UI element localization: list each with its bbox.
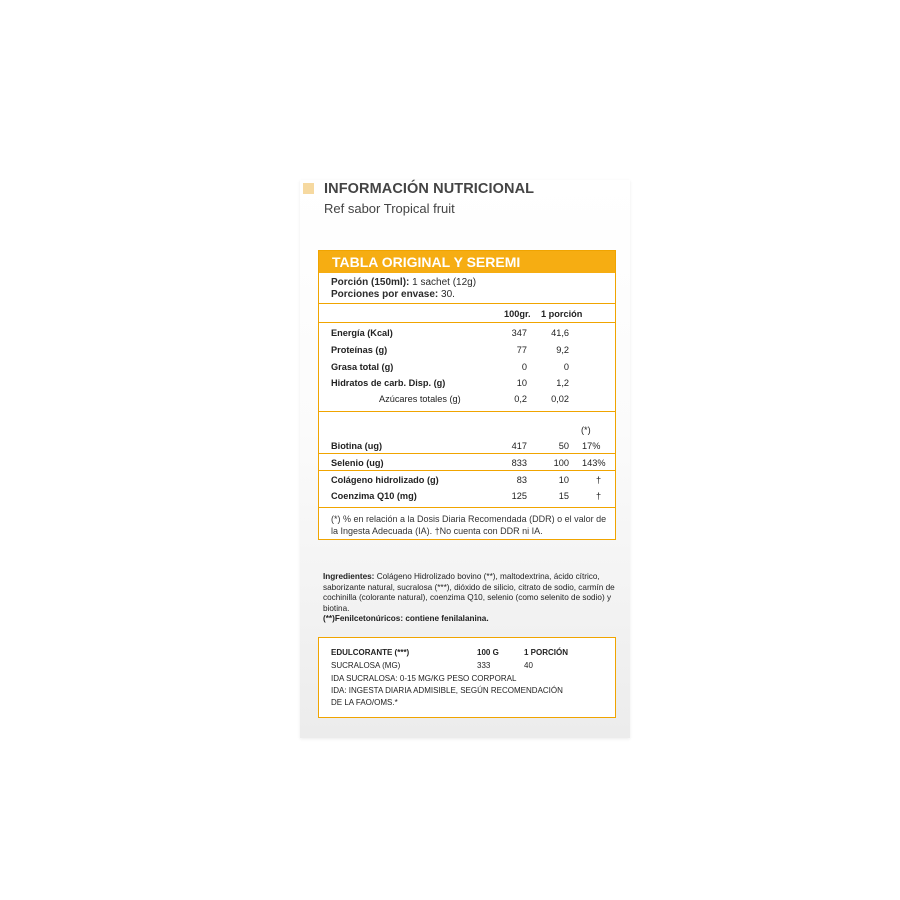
cell-sugars-100g: 0,2 — [514, 394, 527, 404]
phenylketonuric-warning-label: (**)Fenilcetonúricos: — [323, 614, 404, 624]
cell-biotin-ddr: 17% — [582, 441, 601, 451]
cell-biotin-portion: 50 — [558, 441, 569, 451]
divider — [319, 303, 615, 304]
row-label-biotin: Biotina (ug) — [331, 441, 383, 451]
cell-fat-portion: 0 — [563, 362, 569, 372]
cell-selenium-ddr: 143% — [582, 458, 606, 468]
cell-sugars-portion: 0,02 — [551, 394, 569, 404]
cell-carbs-portion: 1,2 — [556, 378, 569, 388]
col-header-100g: 100gr. — [504, 309, 531, 319]
sweetener-table — [318, 637, 616, 718]
sweetener-ida-line: IDA SUCRALOSA: 0-15 MG/KG PESO CORPORAL — [331, 674, 517, 683]
table-banner: TABLA ORIGINAL Y SEREMI — [319, 251, 615, 273]
sweetener-ida-definition-2: DE LA FAO/OMS.* — [331, 698, 398, 707]
divider — [319, 507, 615, 508]
sweetener-col-name: EDULCORANTE (***) — [331, 648, 410, 657]
page-title: INFORMACIÓN NUTRICIONAL — [324, 181, 535, 197]
cell-selenium-portion: 100 — [553, 458, 569, 468]
divider — [319, 453, 615, 454]
cell-selenium-100g: 833 — [511, 458, 527, 468]
sweetener-col-portion: 1 PORCIÓN — [524, 648, 569, 657]
portion-label: Porción (150ml): — [331, 277, 410, 288]
cell-coq10-100g: 125 — [511, 491, 527, 501]
row-label-selenium: Selenio (ug) — [331, 458, 384, 468]
table-footnote: (*) % en relación a la Dosis Diaria Recomendada (DDR) o el valor de la Ingesta Adecuada (IA). †No cuenta con DDR ni IA. — [331, 514, 607, 536]
col-header-portion: 1 porción — [541, 309, 583, 319]
sweetener-col-100g: 100 G — [477, 648, 499, 657]
ingredients-text: Colágeno Hidrolizado bovino (**), maltodextrina, ácido cítrico, saborizante natural, sucralosa (***), dióxido de silicio, citrato de sodio, carmín de cochinilla (colorante natural), coenzima Q10, selenio (como selenito de sodio) y biotina. — [323, 572, 615, 613]
cell-protein-100g: 77 — [516, 345, 527, 355]
row-label-carbs: Hidratos de carb. Disp. (g) — [331, 378, 446, 388]
row-label-collagen: Colágeno hidrolizado (g) — [331, 475, 439, 485]
cell-fat-100g: 0 — [521, 362, 527, 372]
cell-coq10-portion: 15 — [558, 491, 569, 501]
cell-protein-portion: 9,2 — [556, 345, 569, 355]
nutrition-table — [318, 250, 616, 540]
ingredients-block — [323, 572, 623, 625]
servings-value: 30. — [438, 289, 455, 300]
servings-label: Porciones por envase: — [331, 289, 439, 300]
sweetener-row-label: SUCRALOSA (MG) — [331, 661, 401, 670]
row-label-protein: Proteínas (g) — [331, 345, 388, 355]
portion-line — [331, 277, 476, 288]
sweetener-row-100g: 333 — [477, 661, 491, 670]
sweetener-ida-definition-1: IDA: INGESTA DIARIA ADMISIBLE, SEGÚN RECOMENDACIÓN — [331, 686, 563, 695]
cell-collagen-ddr: † — [596, 475, 602, 485]
cell-coq10-ddr: † — [596, 491, 602, 501]
servings-line — [331, 289, 455, 300]
sweetener-row-portion: 40 — [524, 661, 533, 670]
cell-energy-100g: 347 — [511, 328, 527, 338]
row-label-sugars: Azúcares totales (g) — [379, 394, 461, 404]
phenylketonuric-warning-text: contiene fenilalanina. — [403, 614, 489, 624]
title-marker — [303, 183, 314, 194]
row-label-coq10: Coenzima Q10 (mg) — [331, 491, 417, 501]
page-subtitle: Ref sabor Tropical fruit — [324, 201, 455, 216]
cell-energy-portion: 41,6 — [551, 328, 569, 338]
portion-value: 1 sachet (12g) — [409, 277, 477, 288]
divider — [319, 411, 615, 412]
cell-carbs-100g: 10 — [516, 378, 527, 388]
row-label-energy: Energía (Kcal) — [331, 328, 393, 338]
cell-collagen-portion: 10 — [558, 475, 569, 485]
divider — [319, 470, 615, 471]
cell-biotin-100g: 417 — [511, 441, 527, 451]
divider — [319, 322, 615, 323]
ingredients-label: Ingredientes: — [323, 572, 375, 581]
row-label-fat: Grasa total (g) — [331, 362, 394, 372]
ddr-header: (*) — [581, 425, 591, 435]
cell-collagen-100g: 83 — [516, 475, 527, 485]
